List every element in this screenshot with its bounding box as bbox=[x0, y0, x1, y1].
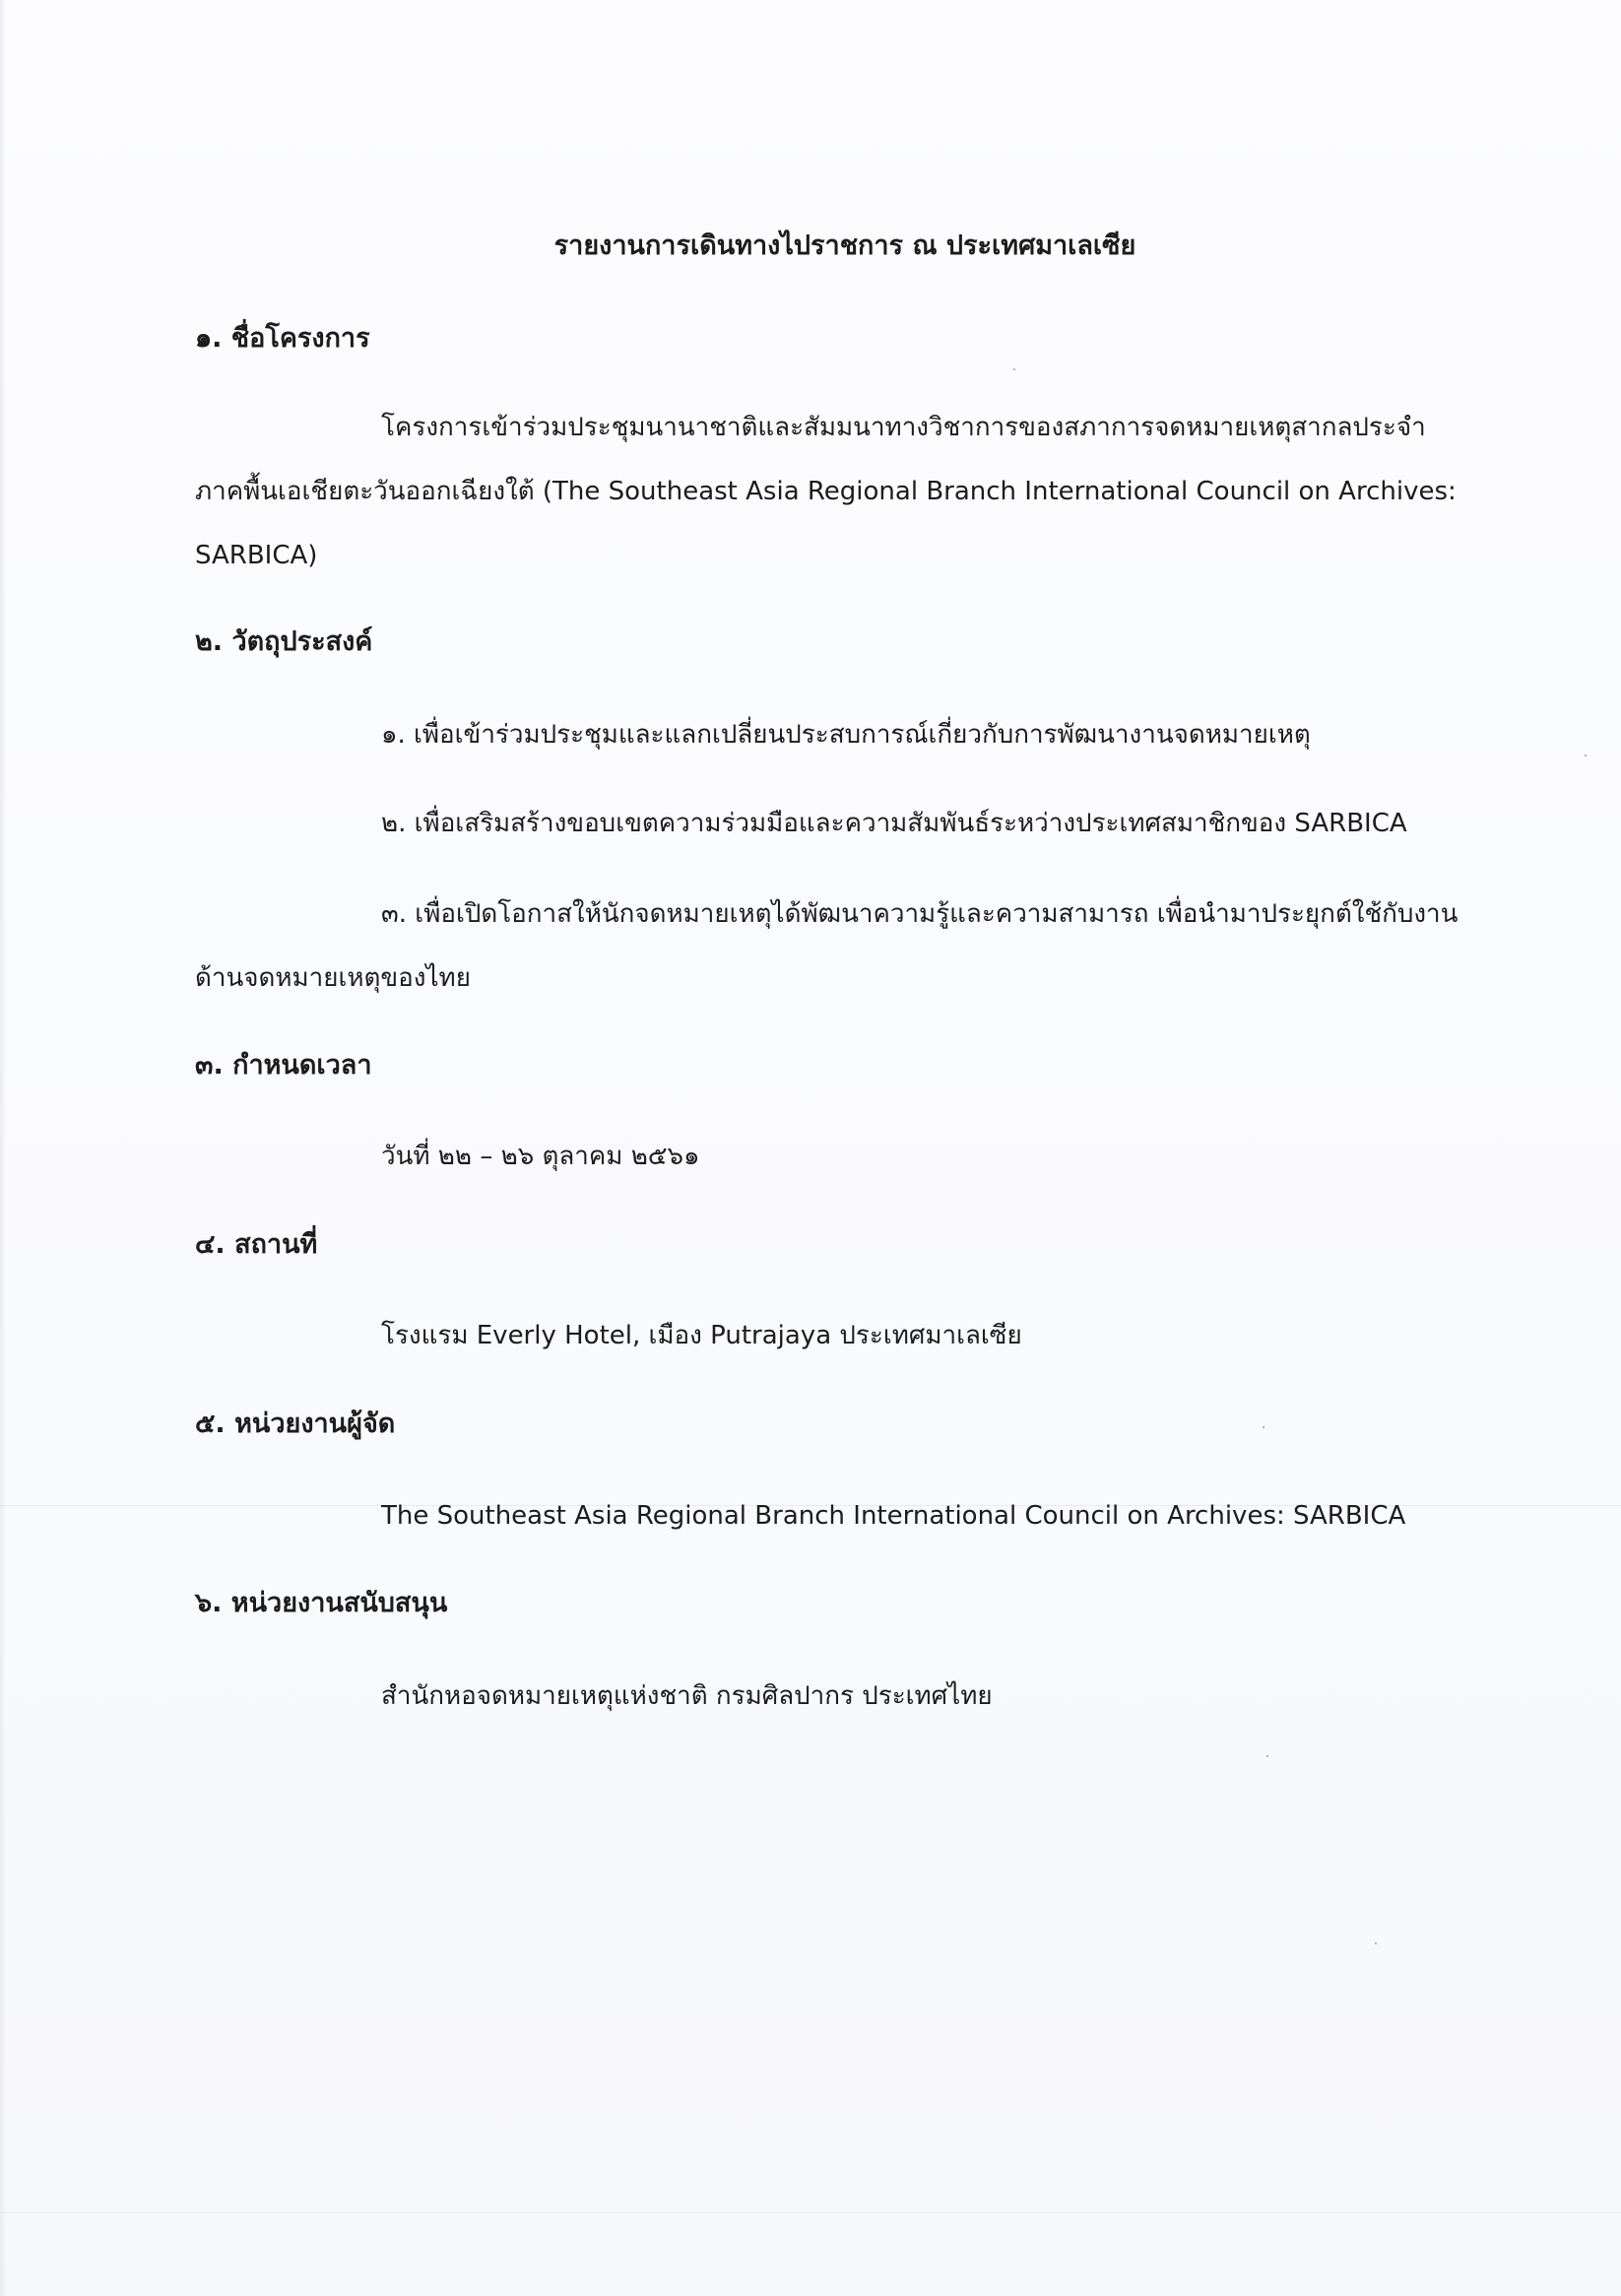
section-5-heading: ๕. หน่วยงานผู้จัด bbox=[195, 1409, 396, 1439]
scan-left-shadow bbox=[0, 0, 6, 2296]
scan-speck bbox=[1263, 1426, 1264, 1428]
venue-text: โรงแรม Everly Hotel, เมือง Putrajaya ประเทศมาเลเซีย bbox=[381, 1321, 1022, 1350]
scan-speck bbox=[1266, 1755, 1268, 1757]
scan-speck bbox=[1375, 1942, 1377, 1944]
section-1-heading: ๑. ชื่อโครงการ bbox=[195, 323, 370, 354]
scan-speck bbox=[1585, 754, 1587, 756]
scan-speck bbox=[1013, 368, 1015, 370]
project-name-line-2: ภาคพื้นเอเชียตะวันออกเฉียงใต้ (The Southeast Asia Regional Branch International Council on Archives: bbox=[195, 477, 1457, 506]
section-2-heading: ๒. วัตถุประสงค์ bbox=[195, 626, 373, 657]
document-title: รายงานการเดินทางไปราชการ ณ ประเทศมาเลเซีย bbox=[553, 230, 1136, 261]
project-name-line-1: โครงการเข้าร่วมประชุมนานาชาติและสัมมนาทางวิชาการของสภาการจดหมายเหตุสากลประจำ bbox=[381, 413, 1426, 442]
project-name-line-3: SARBICA) bbox=[195, 541, 318, 570]
objective-item-3: ๓. เพื่อเปิดโอกาสให้นักจดหมายเหตุได้พัฒนาความรู้และความสามารถ เพื่อนำมาประยุกต์ใช้กับงาน bbox=[381, 899, 1459, 929]
section-6-heading: ๖. หน่วยงานสนับสนุน bbox=[195, 1588, 448, 1618]
objective-item-2: ๒. เพื่อเสริมสร้างขอบเขตความร่วมมือและความสัมพันธ์ระหว่างประเทศสมาชิกของ SARBICA bbox=[381, 809, 1407, 838]
scan-fold-line bbox=[0, 2212, 1621, 2213]
section-3-heading: ๓. กำหนดเวลา bbox=[195, 1050, 372, 1081]
schedule-text: วันที่ ๒๒ – ๒๖ ตุลาคม ๒๕๖๑ bbox=[381, 1142, 700, 1171]
objective-item-3-continuation: ด้านจดหมายเหตุของไทย bbox=[195, 963, 471, 993]
organizer-text: The Southeast Asia Regional Branch International Council on Archives: SARBICA bbox=[381, 1501, 1406, 1531]
objective-item-1: ๑. เพื่อเข้าร่วมประชุมและแลกเปลี่ยนประสบการณ์เกี่ยวกับการพัฒนางานจดหมายเหตุ bbox=[381, 720, 1311, 750]
section-4-heading: ๔. สถานที่ bbox=[195, 1229, 318, 1260]
supporter-text: สำนักหอจดหมายเหตุแห่งชาติ กรมศิลปากร ประเทศไทย bbox=[381, 1681, 993, 1711]
